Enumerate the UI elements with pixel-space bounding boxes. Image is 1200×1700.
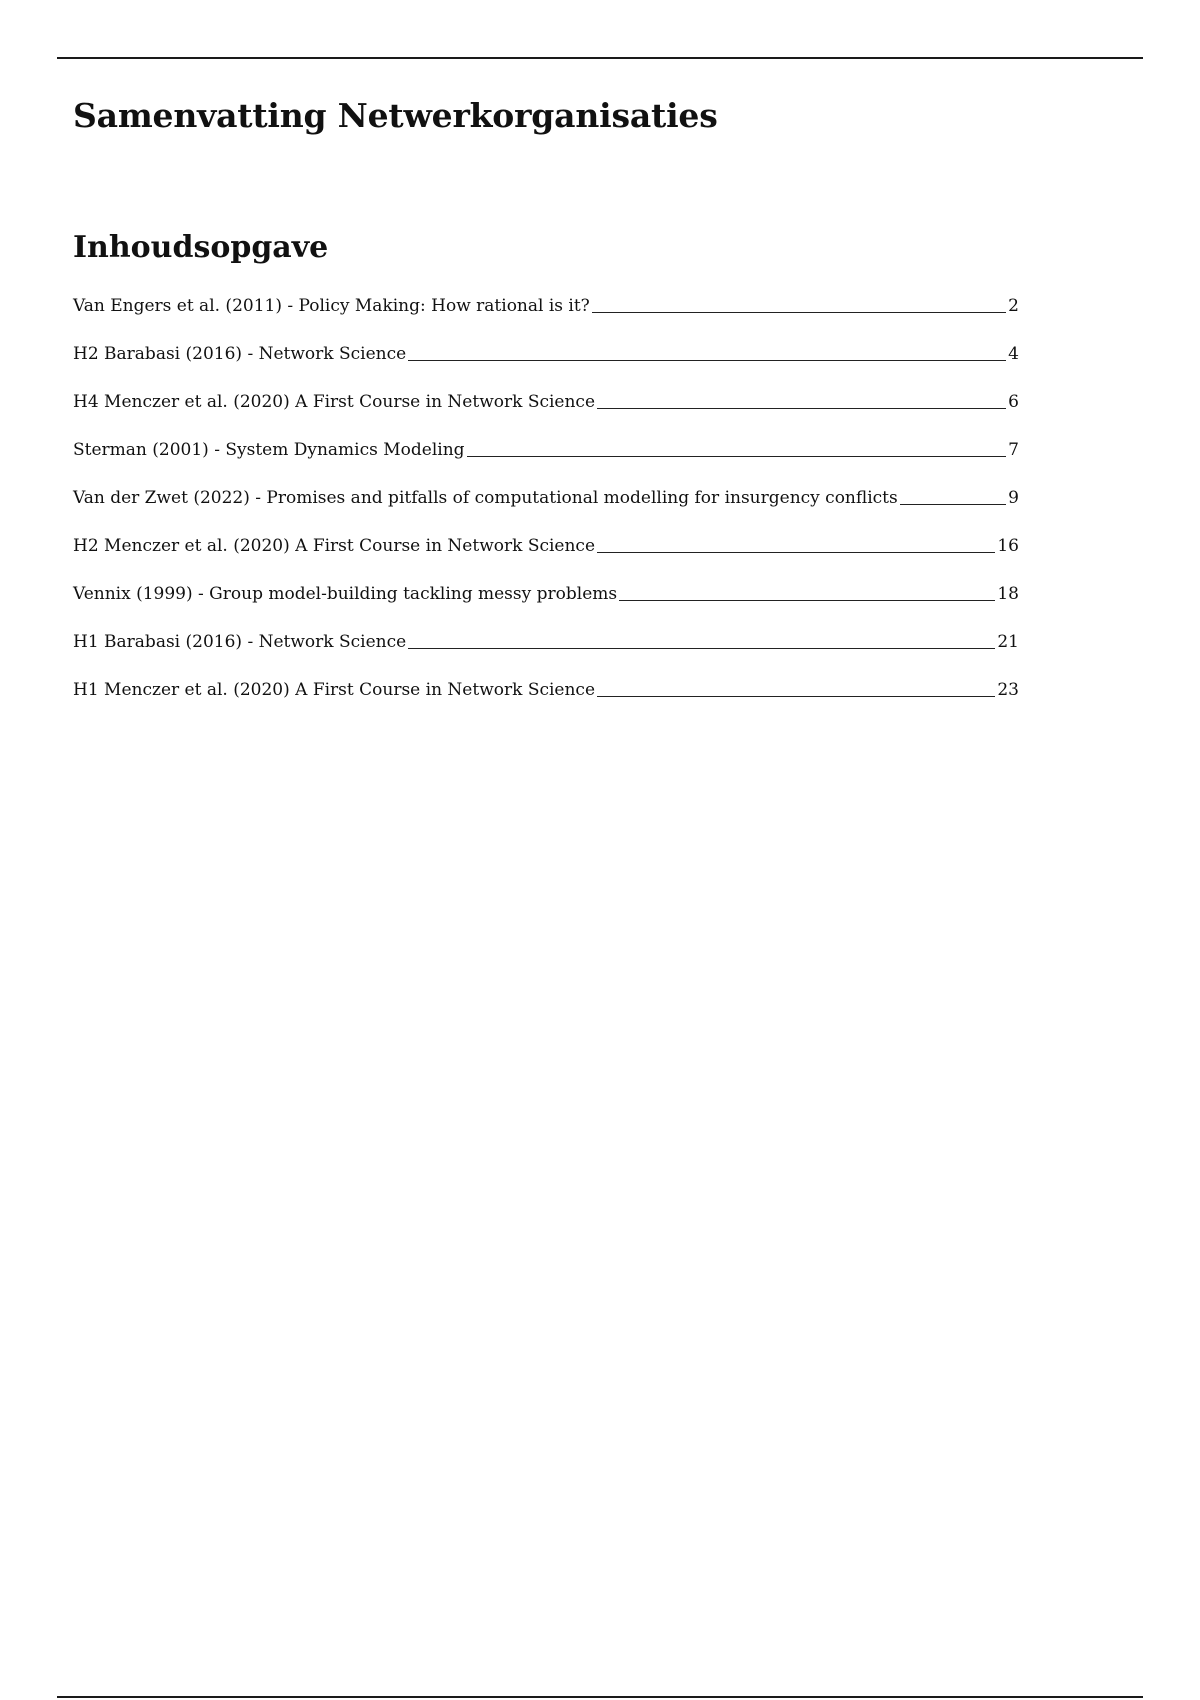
toc-entry-page[interactable]: 4 bbox=[1008, 344, 1019, 364]
toc-entry-title[interactable]: Vennix (1999) - Group model-building tackling messy problems bbox=[73, 584, 618, 604]
toc-leader bbox=[597, 408, 1006, 409]
toc-entry[interactable] bbox=[73, 296, 1019, 344]
toc-entry-page[interactable]: 7 bbox=[1008, 440, 1019, 460]
bottom-rule bbox=[57, 1696, 1143, 1698]
toc-leader bbox=[597, 696, 995, 697]
toc-leader bbox=[408, 648, 995, 649]
top-rule bbox=[57, 57, 1143, 59]
toc-entry-title[interactable]: H4 Menczer et al. (2020) A First Course in Network Science bbox=[73, 392, 596, 412]
toc-entry-page[interactable]: 23 bbox=[997, 680, 1019, 700]
document-title: Samenvatting Netwerkorganisaties bbox=[73, 96, 718, 135]
toc-entry[interactable] bbox=[73, 680, 1019, 728]
toc-entry-title[interactable]: Sterman (2001) - System Dynamics Modeling bbox=[73, 440, 465, 460]
toc-leader bbox=[619, 600, 995, 601]
toc-leader bbox=[408, 360, 1006, 361]
toc-leader bbox=[900, 504, 1006, 505]
toc-entry[interactable] bbox=[73, 488, 1019, 536]
toc-entry-title[interactable]: Van der Zwet (2022) - Promises and pitfalls of computational modelling for insurgency conflicts bbox=[73, 488, 898, 508]
toc-entry-page[interactable]: 9 bbox=[1008, 488, 1019, 508]
toc-entry-page[interactable]: 18 bbox=[997, 584, 1019, 604]
toc-entry-page[interactable]: 6 bbox=[1008, 392, 1019, 412]
toc-entry[interactable] bbox=[73, 344, 1019, 392]
toc-entry[interactable] bbox=[73, 392, 1019, 440]
toc-entry[interactable] bbox=[73, 536, 1019, 584]
toc-entry-title[interactable]: H1 Barabasi (2016) - Network Science bbox=[73, 632, 407, 652]
toc-entry-title[interactable]: H1 Menczer et al. (2020) A First Course in Network Science bbox=[73, 680, 596, 700]
table-of-contents bbox=[73, 296, 1019, 728]
toc-leader bbox=[592, 312, 1006, 313]
toc-entry[interactable] bbox=[73, 584, 1019, 632]
toc-entry-title[interactable]: H2 Menczer et al. (2020) A First Course in Network Science bbox=[73, 536, 596, 556]
toc-entry[interactable] bbox=[73, 632, 1019, 680]
toc-entry[interactable] bbox=[73, 440, 1019, 488]
toc-heading: Inhoudsopgave bbox=[73, 230, 329, 265]
toc-entry-title[interactable]: H2 Barabasi (2016) - Network Science bbox=[73, 344, 407, 364]
toc-entry-page[interactable]: 16 bbox=[997, 536, 1019, 556]
toc-entry-page[interactable]: 21 bbox=[997, 632, 1019, 652]
toc-leader bbox=[467, 456, 1007, 457]
toc-entry-page[interactable]: 2 bbox=[1008, 296, 1019, 316]
toc-leader bbox=[597, 552, 995, 553]
toc-entry-title[interactable]: Van Engers et al. (2011) - Policy Making: How rational is it? bbox=[73, 296, 590, 316]
